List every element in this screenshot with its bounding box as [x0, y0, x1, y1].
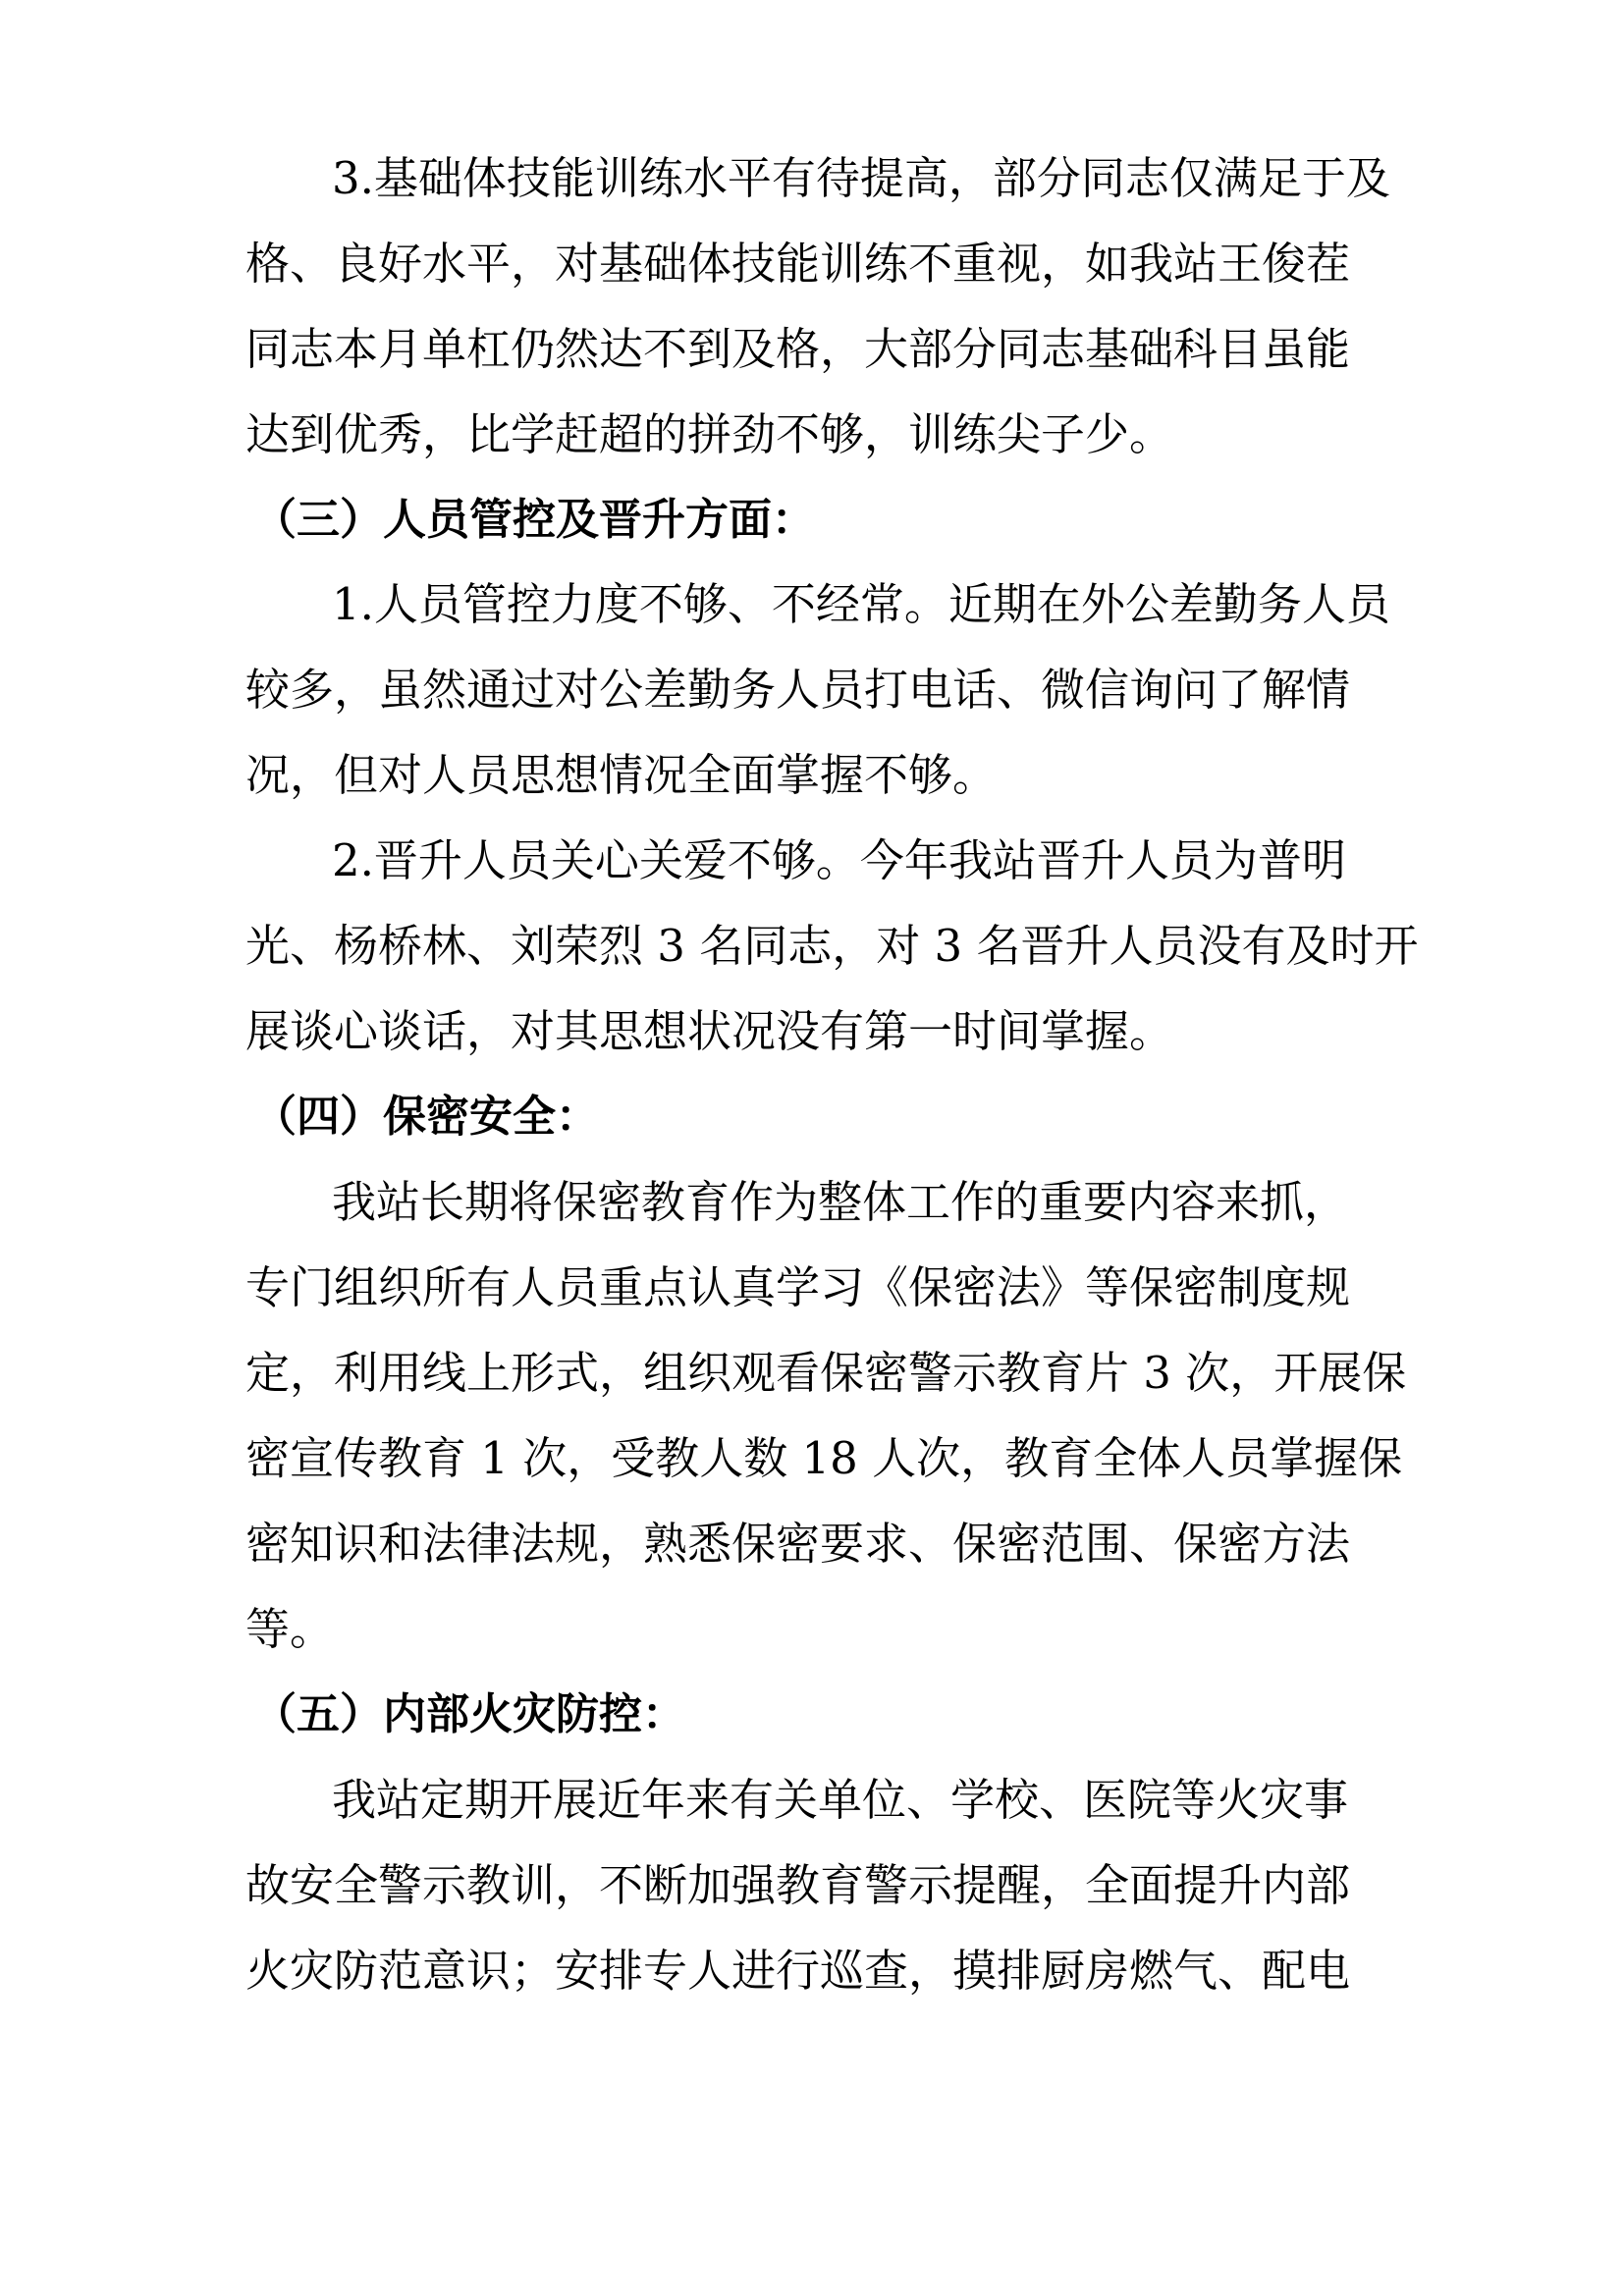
paragraph-line: 较多，虽然通过对公差勤务人员打电话、微信询问了解情: [245, 664, 1351, 716]
paragraph-line: 等。: [245, 1603, 335, 1655]
paragraph-line: 我站定期开展近年来有关单位、学校、医院等火灾事: [332, 1774, 1349, 1826]
paragraph-line: 同志本月单杠仍然达不到及格，大部分同志基础科目虽能: [245, 323, 1351, 375]
paragraph-line: 况，但对人员思想情况全面掌握不够。: [245, 749, 998, 801]
paragraph-line: 2.晋升人员关心关爱不够。今年我站晋升人员为普明: [332, 834, 1346, 886]
paragraph-line: 光、杨桥林、刘荣烈 3 名同志，对 3 名晋升人员没有及时开: [245, 920, 1419, 972]
paragraph-line: 3.基础体技能训练水平有待提高，部分同志仅满足于及: [332, 152, 1390, 204]
paragraph-line: 专门组织所有人员重点认真学习《保密法》等保密制度规: [245, 1261, 1351, 1313]
paragraph-line: 展谈心谈话，对其思想状况没有第一时间掌握。: [245, 1005, 1174, 1057]
paragraph-line: 火灾防范意识；安排专人进行巡查，摸排厨房燃气、配电: [245, 1945, 1351, 1997]
paragraph-line: 定，利用线上形式，组织观看保密警示教育片 3 次，开展保: [245, 1347, 1407, 1399]
section-heading: （三）人员管控及晋升方面：: [253, 495, 815, 545]
paragraph-line: 我站长期将保密教育作为整体工作的重要内容来抓，: [332, 1176, 1349, 1228]
paragraph-line: 1.人员管控力度不够、不经常。近期在外公差勤务人员: [332, 578, 1390, 630]
paragraph-line: 密知识和法律法规，熟悉保密要求、保密范围、保密方法: [245, 1518, 1351, 1570]
paragraph-line: 格、良好水平，对基础体技能训练不重视，如我站王俊茬: [245, 238, 1351, 290]
paragraph-line: 达到优秀，比学赶超的拼劲不够，训练尖子少。: [245, 408, 1174, 460]
paragraph-line: 密宣传教育 1 次，受教人数 18 人次，教育全体人员掌握保: [245, 1432, 1403, 1484]
section-heading: （五）内部火灾防控：: [253, 1689, 685, 1739]
paragraph-line: 故安全警示教训，不断加强教育警示提醒，全面提升内部: [245, 1859, 1351, 1911]
section-heading: （四）保密安全：: [253, 1092, 599, 1142]
